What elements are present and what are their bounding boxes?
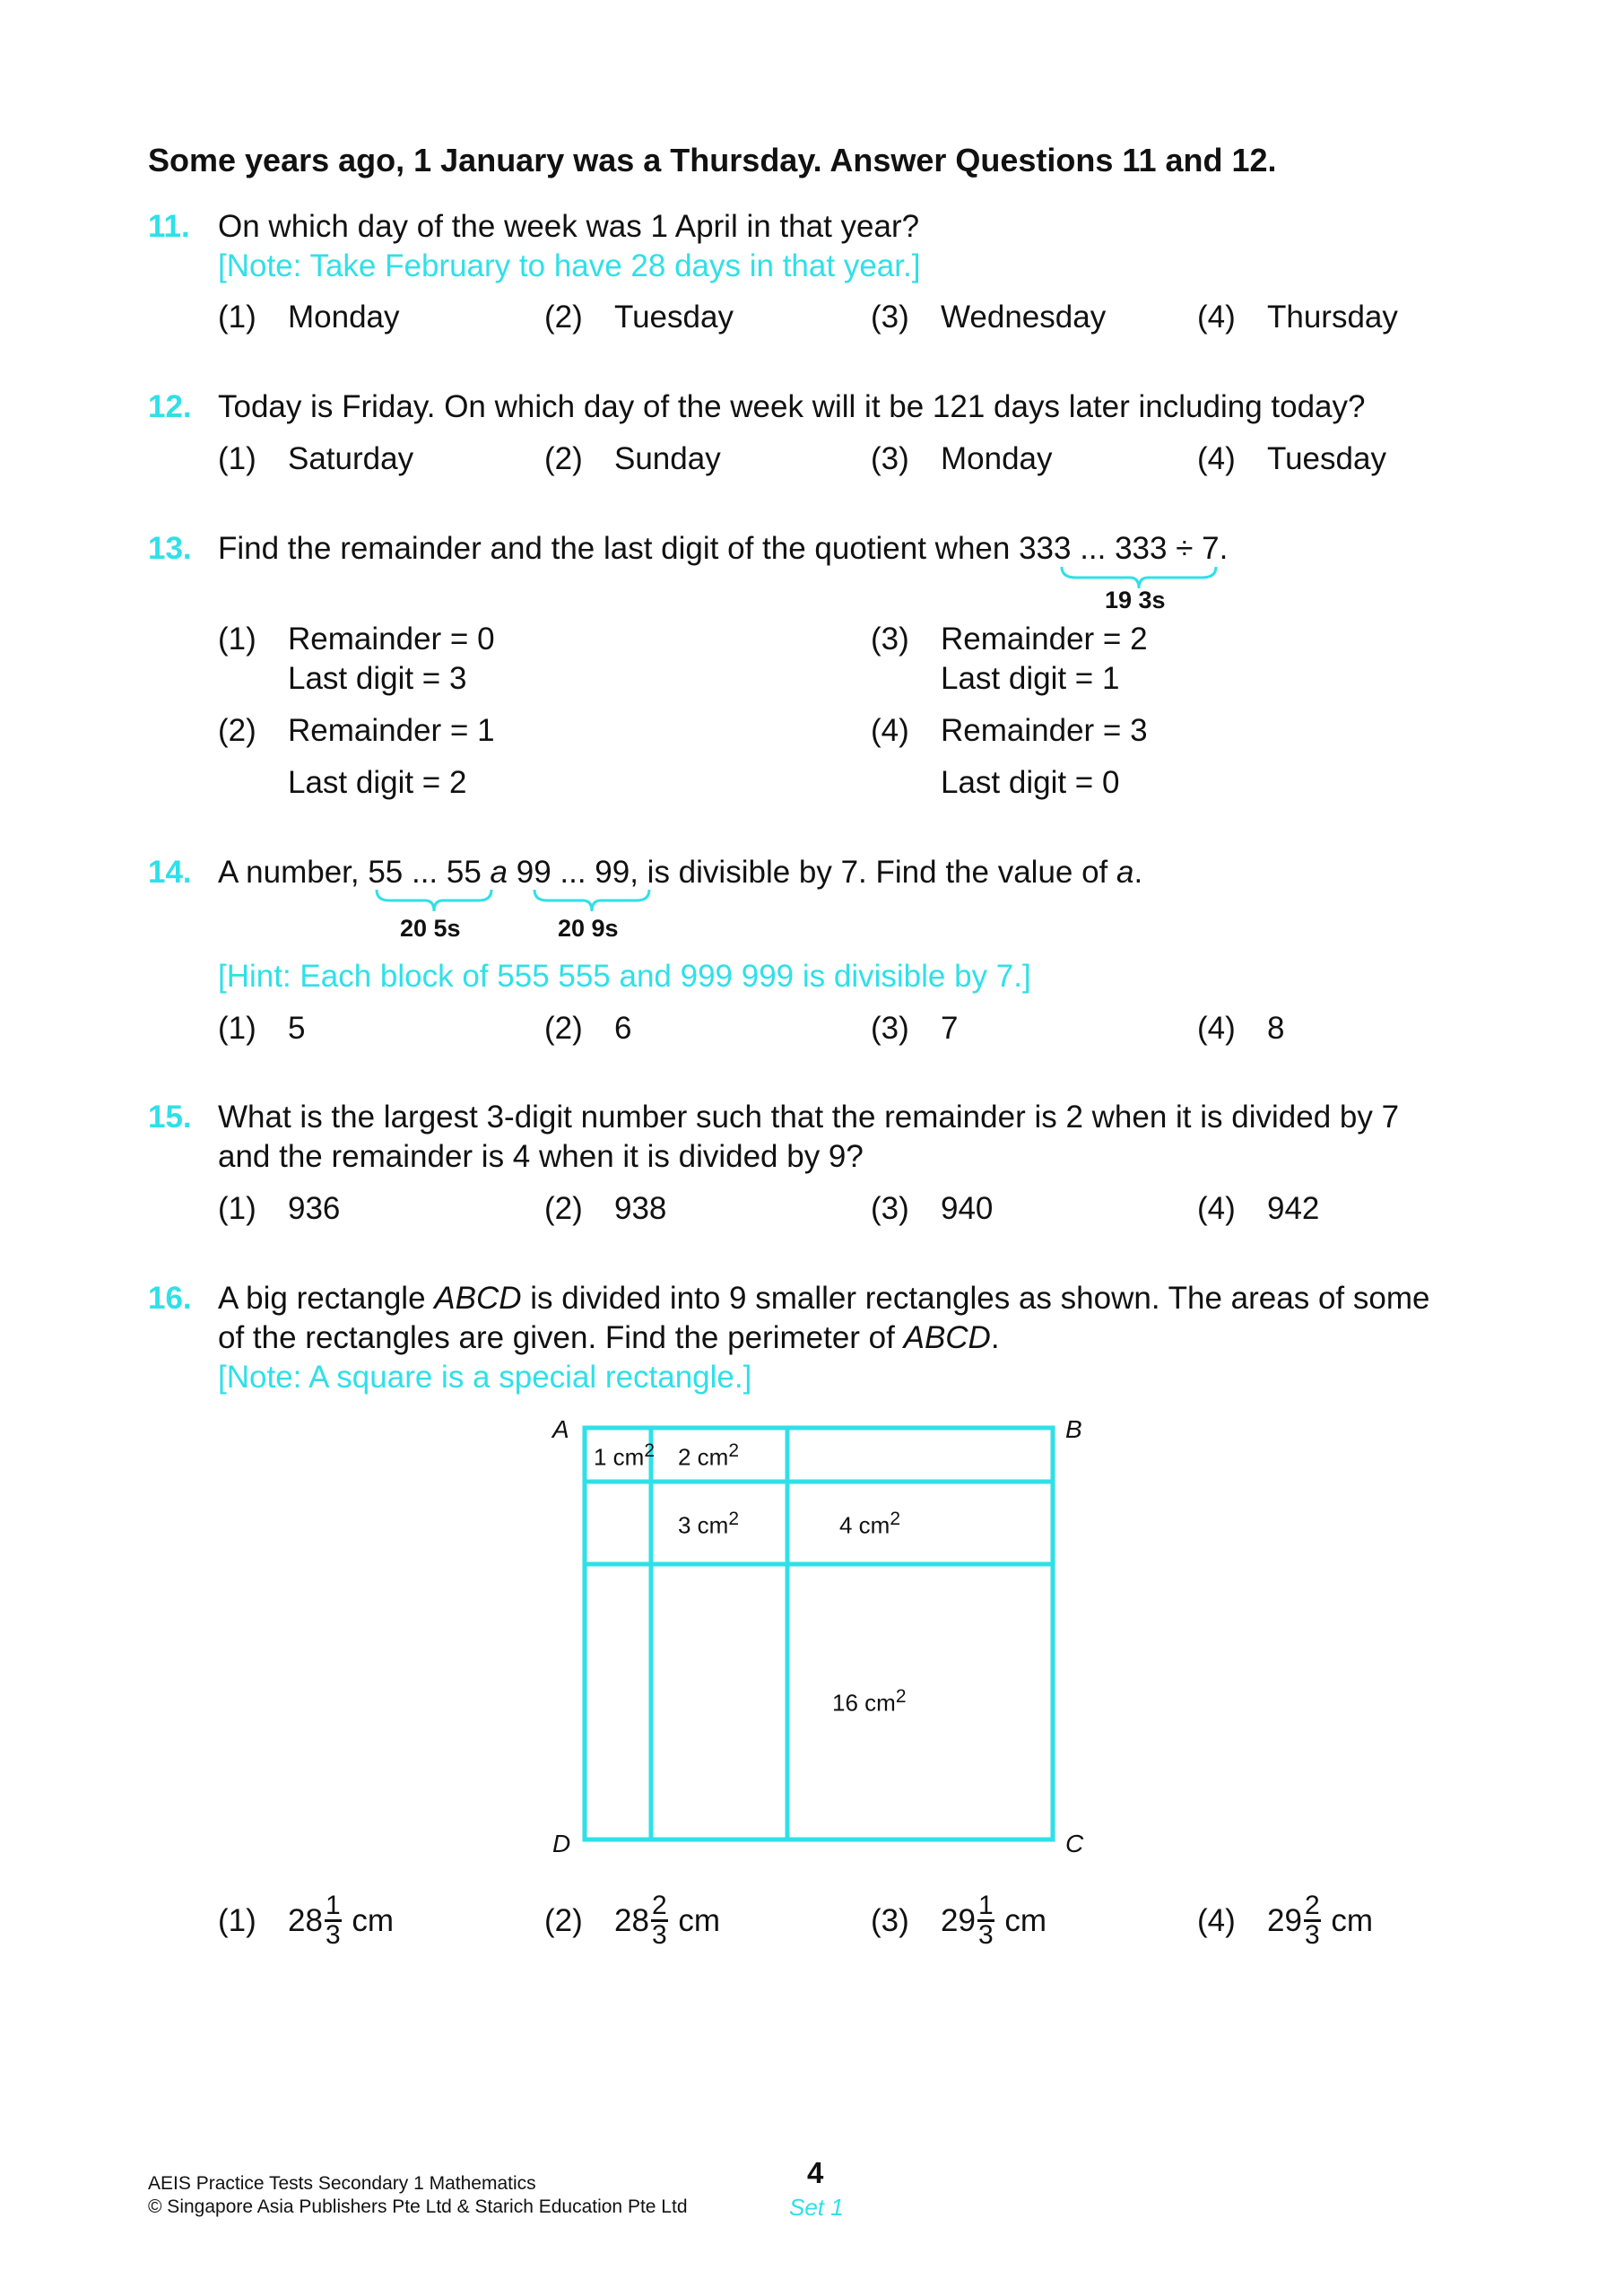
area-value: 1 cm [594, 1443, 645, 1471]
variable-a: a [490, 855, 508, 890]
corner-label-b: B [1065, 1415, 1082, 1443]
question-text-14 [218, 855, 1142, 891]
option-label: (1) [218, 300, 256, 335]
option-value: Monday [288, 300, 400, 335]
option-value: 942 [1267, 1191, 1320, 1226]
question-text-16-line2 [218, 1320, 1000, 1356]
unit: cm [1004, 1902, 1047, 1938]
option-16-4[interactable] [1197, 1891, 1374, 1951]
footer-book-title: AEIS Practice Tests Secondary 1 Mathematics [148, 2173, 536, 2194]
question-number-11: 11. [148, 209, 190, 244]
option-label: (3) [871, 441, 909, 476]
area-value: 16 cm [832, 1689, 896, 1717]
option-label: (2) [544, 300, 583, 335]
numerator: 2 [1304, 1891, 1320, 1920]
option-15-4[interactable] [1197, 1191, 1319, 1227]
superscript: 2 [895, 1686, 907, 1707]
question-hint-14: [Hint: Each block of 555 555 and 999 999 is divisible by 7.] [218, 959, 1031, 994]
option-13-4[interactable] [871, 713, 1148, 749]
option-label: (4) [1197, 1011, 1236, 1046]
repeated-digits-expression: 333 ... 333 [1019, 531, 1168, 566]
superscript: 2 [728, 1440, 740, 1461]
option-value: Wednesday [941, 300, 1107, 335]
option-line-1: Remainder = 2 [941, 622, 1148, 657]
area-value: 3 cm [678, 1511, 729, 1539]
option-15-1[interactable] [218, 1191, 340, 1227]
question-text-16-line1 [218, 1281, 1429, 1317]
text: is divided into 9 smaller rectangles as shown. The areas of some [521, 1281, 1430, 1316]
mixed-number-whole: 28 [614, 1902, 649, 1938]
brace-label-19-3s: 19 3s [1105, 587, 1166, 613]
option-label: (1) [218, 1011, 256, 1046]
option-13-2[interactable] [218, 713, 495, 749]
option-label: (3) [871, 1902, 909, 1938]
option-14-4[interactable] [1197, 1011, 1284, 1047]
option-14-1[interactable] [218, 1011, 305, 1047]
set-label: Set 1 [789, 2194, 844, 2221]
option-11-1[interactable] [218, 300, 400, 335]
option-label: (1) [218, 622, 256, 657]
brace-label-20-9s: 20 9s [558, 915, 619, 942]
mixed-number-whole: 29 [941, 1902, 976, 1938]
rectangle-diagram [538, 1408, 1094, 1874]
option-label: (4) [871, 713, 909, 748]
text: of the rectangles are given. Find the perimeter of [218, 1320, 904, 1355]
repeated-fives-expression: 55 ... 55 [368, 855, 482, 890]
superscript: 2 [728, 1509, 740, 1529]
corner-label-d: D [552, 1830, 571, 1857]
curly-brace-icon [531, 888, 656, 915]
option-13-1[interactable] [218, 622, 495, 657]
option-label: (2) [544, 441, 583, 476]
denominator: 3 [1304, 1920, 1320, 1950]
option-16-1[interactable] [218, 1891, 395, 1951]
option-11-4[interactable] [1197, 300, 1398, 335]
fraction [651, 1892, 668, 1949]
area-label-1 [594, 1440, 655, 1472]
option-value: Thursday [1267, 300, 1398, 335]
brace-label-20-5s: 20 5s [400, 915, 461, 942]
numerator: 1 [325, 1891, 341, 1920]
option-16-2[interactable] [544, 1891, 721, 1951]
option-value: Sunday [614, 441, 721, 476]
area-label-16 [832, 1686, 907, 1718]
option-label: (2) [218, 713, 256, 748]
option-14-3[interactable] [871, 1011, 958, 1047]
question-number-15: 15. [148, 1100, 192, 1135]
section-intro: Some years ago, 1 January was a Thursday. Answer Questions 11 and 12. [148, 142, 1277, 178]
option-value: Monday [941, 441, 1053, 476]
option-14-2[interactable] [544, 1011, 631, 1047]
question-number-14: 14. [148, 855, 192, 890]
numerator: 2 [651, 1891, 667, 1920]
option-12-3[interactable] [871, 441, 1053, 477]
option-label: (2) [544, 1902, 583, 1938]
denominator: 3 [325, 1920, 341, 1950]
denominator: 3 [977, 1920, 994, 1950]
page-number: 4 [807, 2156, 824, 2189]
text: Find the remainder and the last digit of the quotient when [218, 531, 1020, 566]
option-label: (2) [544, 1191, 583, 1226]
question-text-13 [218, 531, 1228, 567]
option-value: 6 [614, 1011, 632, 1046]
mixed-number-whole: 29 [1267, 1902, 1302, 1938]
repeated-nines-expression: 99 ... 99 [516, 855, 630, 890]
option-line-1: Remainder = 0 [288, 622, 495, 657]
question-text-15-line1: What is the largest 3-digit number such that the remainder is 2 when it is divided by 7 [218, 1100, 1400, 1135]
option-13-3-line2: Last digit = 1 [941, 661, 1120, 696]
option-label: (4) [1197, 300, 1236, 335]
option-15-3[interactable] [871, 1191, 993, 1227]
rectangle-name: ABCD [434, 1281, 522, 1316]
option-15-2[interactable] [544, 1191, 666, 1227]
option-line-1: Remainder = 3 [941, 713, 1148, 748]
option-value: 7 [941, 1011, 959, 1046]
question-number-16: 16. [148, 1281, 192, 1316]
fraction [977, 1892, 994, 1949]
text: A big rectangle [218, 1281, 435, 1316]
option-value: 936 [288, 1191, 341, 1226]
unit: cm [352, 1902, 395, 1938]
corner-label-a: A [552, 1415, 569, 1443]
unit: cm [1331, 1902, 1374, 1938]
numerator: 1 [977, 1891, 994, 1920]
variable-a: a [1116, 855, 1134, 890]
option-value: 938 [614, 1191, 667, 1226]
unit: cm [678, 1902, 721, 1938]
mixed-number-whole: 28 [288, 1902, 323, 1938]
option-value: Saturday [288, 441, 414, 476]
text: ÷ 7. [1167, 531, 1229, 566]
area-label-4 [839, 1509, 900, 1540]
text: . [990, 1320, 1000, 1355]
option-label: (2) [544, 1011, 583, 1046]
option-value: Tuesday [614, 300, 734, 335]
text: . [1133, 855, 1143, 890]
option-13-2-line2: Last digit = 2 [288, 765, 467, 800]
question-note-11: [Note: Take February to have 28 days in that year.] [218, 248, 921, 283]
option-value: 8 [1267, 1011, 1285, 1046]
option-label: (1) [218, 1191, 256, 1226]
option-label: (1) [218, 1902, 256, 1938]
fraction [325, 1892, 342, 1949]
rectangle-grid-figure [538, 1408, 1094, 1874]
question-number-13: 13. [148, 531, 192, 566]
option-value: 5 [288, 1011, 306, 1046]
denominator: 3 [651, 1920, 667, 1950]
area-value: 4 cm [839, 1511, 890, 1539]
question-note-16: [Note: A square is a special rectangle.] [218, 1360, 752, 1395]
fraction [1304, 1892, 1321, 1949]
option-label: (4) [1197, 1191, 1236, 1226]
option-label: (1) [218, 441, 256, 476]
option-16-3[interactable] [871, 1891, 1047, 1951]
curly-brace-icon [373, 888, 499, 915]
superscript: 2 [644, 1440, 656, 1461]
option-label: (3) [871, 300, 909, 335]
area-value: 2 cm [678, 1443, 729, 1471]
option-value: 940 [941, 1191, 994, 1226]
question-text-15-line2: and the remainder is 4 when it is divided by 9? [218, 1139, 864, 1174]
footer-copyright: © Singapore Asia Publishers Pte Ltd & Starich Education Pte Ltd [148, 2196, 688, 2217]
option-12-4[interactable] [1197, 441, 1386, 477]
question-text-11: On which day of the week was 1 April in that year? [218, 209, 920, 244]
option-label: (3) [871, 622, 909, 657]
option-value: Tuesday [1267, 441, 1386, 476]
option-11-3[interactable] [871, 300, 1106, 335]
option-label: (3) [871, 1011, 909, 1046]
option-label: (4) [1197, 441, 1236, 476]
option-line-1: Remainder = 1 [288, 713, 495, 748]
text: , is divisible by 7. Find the value of [630, 855, 1117, 890]
rectangle-name: ABCD [903, 1320, 991, 1355]
area-label-3 [678, 1509, 739, 1540]
option-label: (4) [1197, 1902, 1236, 1938]
text: A number, [218, 855, 369, 890]
option-label: (3) [871, 1191, 909, 1226]
option-13-4-line2: Last digit = 0 [941, 765, 1120, 800]
corner-label-c: C [1065, 1830, 1084, 1857]
question-text-12: Today is Friday. On which day of the week will it be 121 days later including today? [218, 389, 1366, 424]
option-13-3[interactable] [871, 622, 1148, 657]
superscript: 2 [890, 1509, 901, 1529]
option-12-1[interactable] [218, 441, 413, 477]
area-label-2 [678, 1440, 739, 1472]
question-number-12: 12. [148, 389, 192, 424]
option-11-2[interactable] [544, 300, 734, 335]
option-12-2[interactable] [544, 441, 721, 477]
option-13-1-line2: Last digit = 3 [288, 661, 467, 696]
